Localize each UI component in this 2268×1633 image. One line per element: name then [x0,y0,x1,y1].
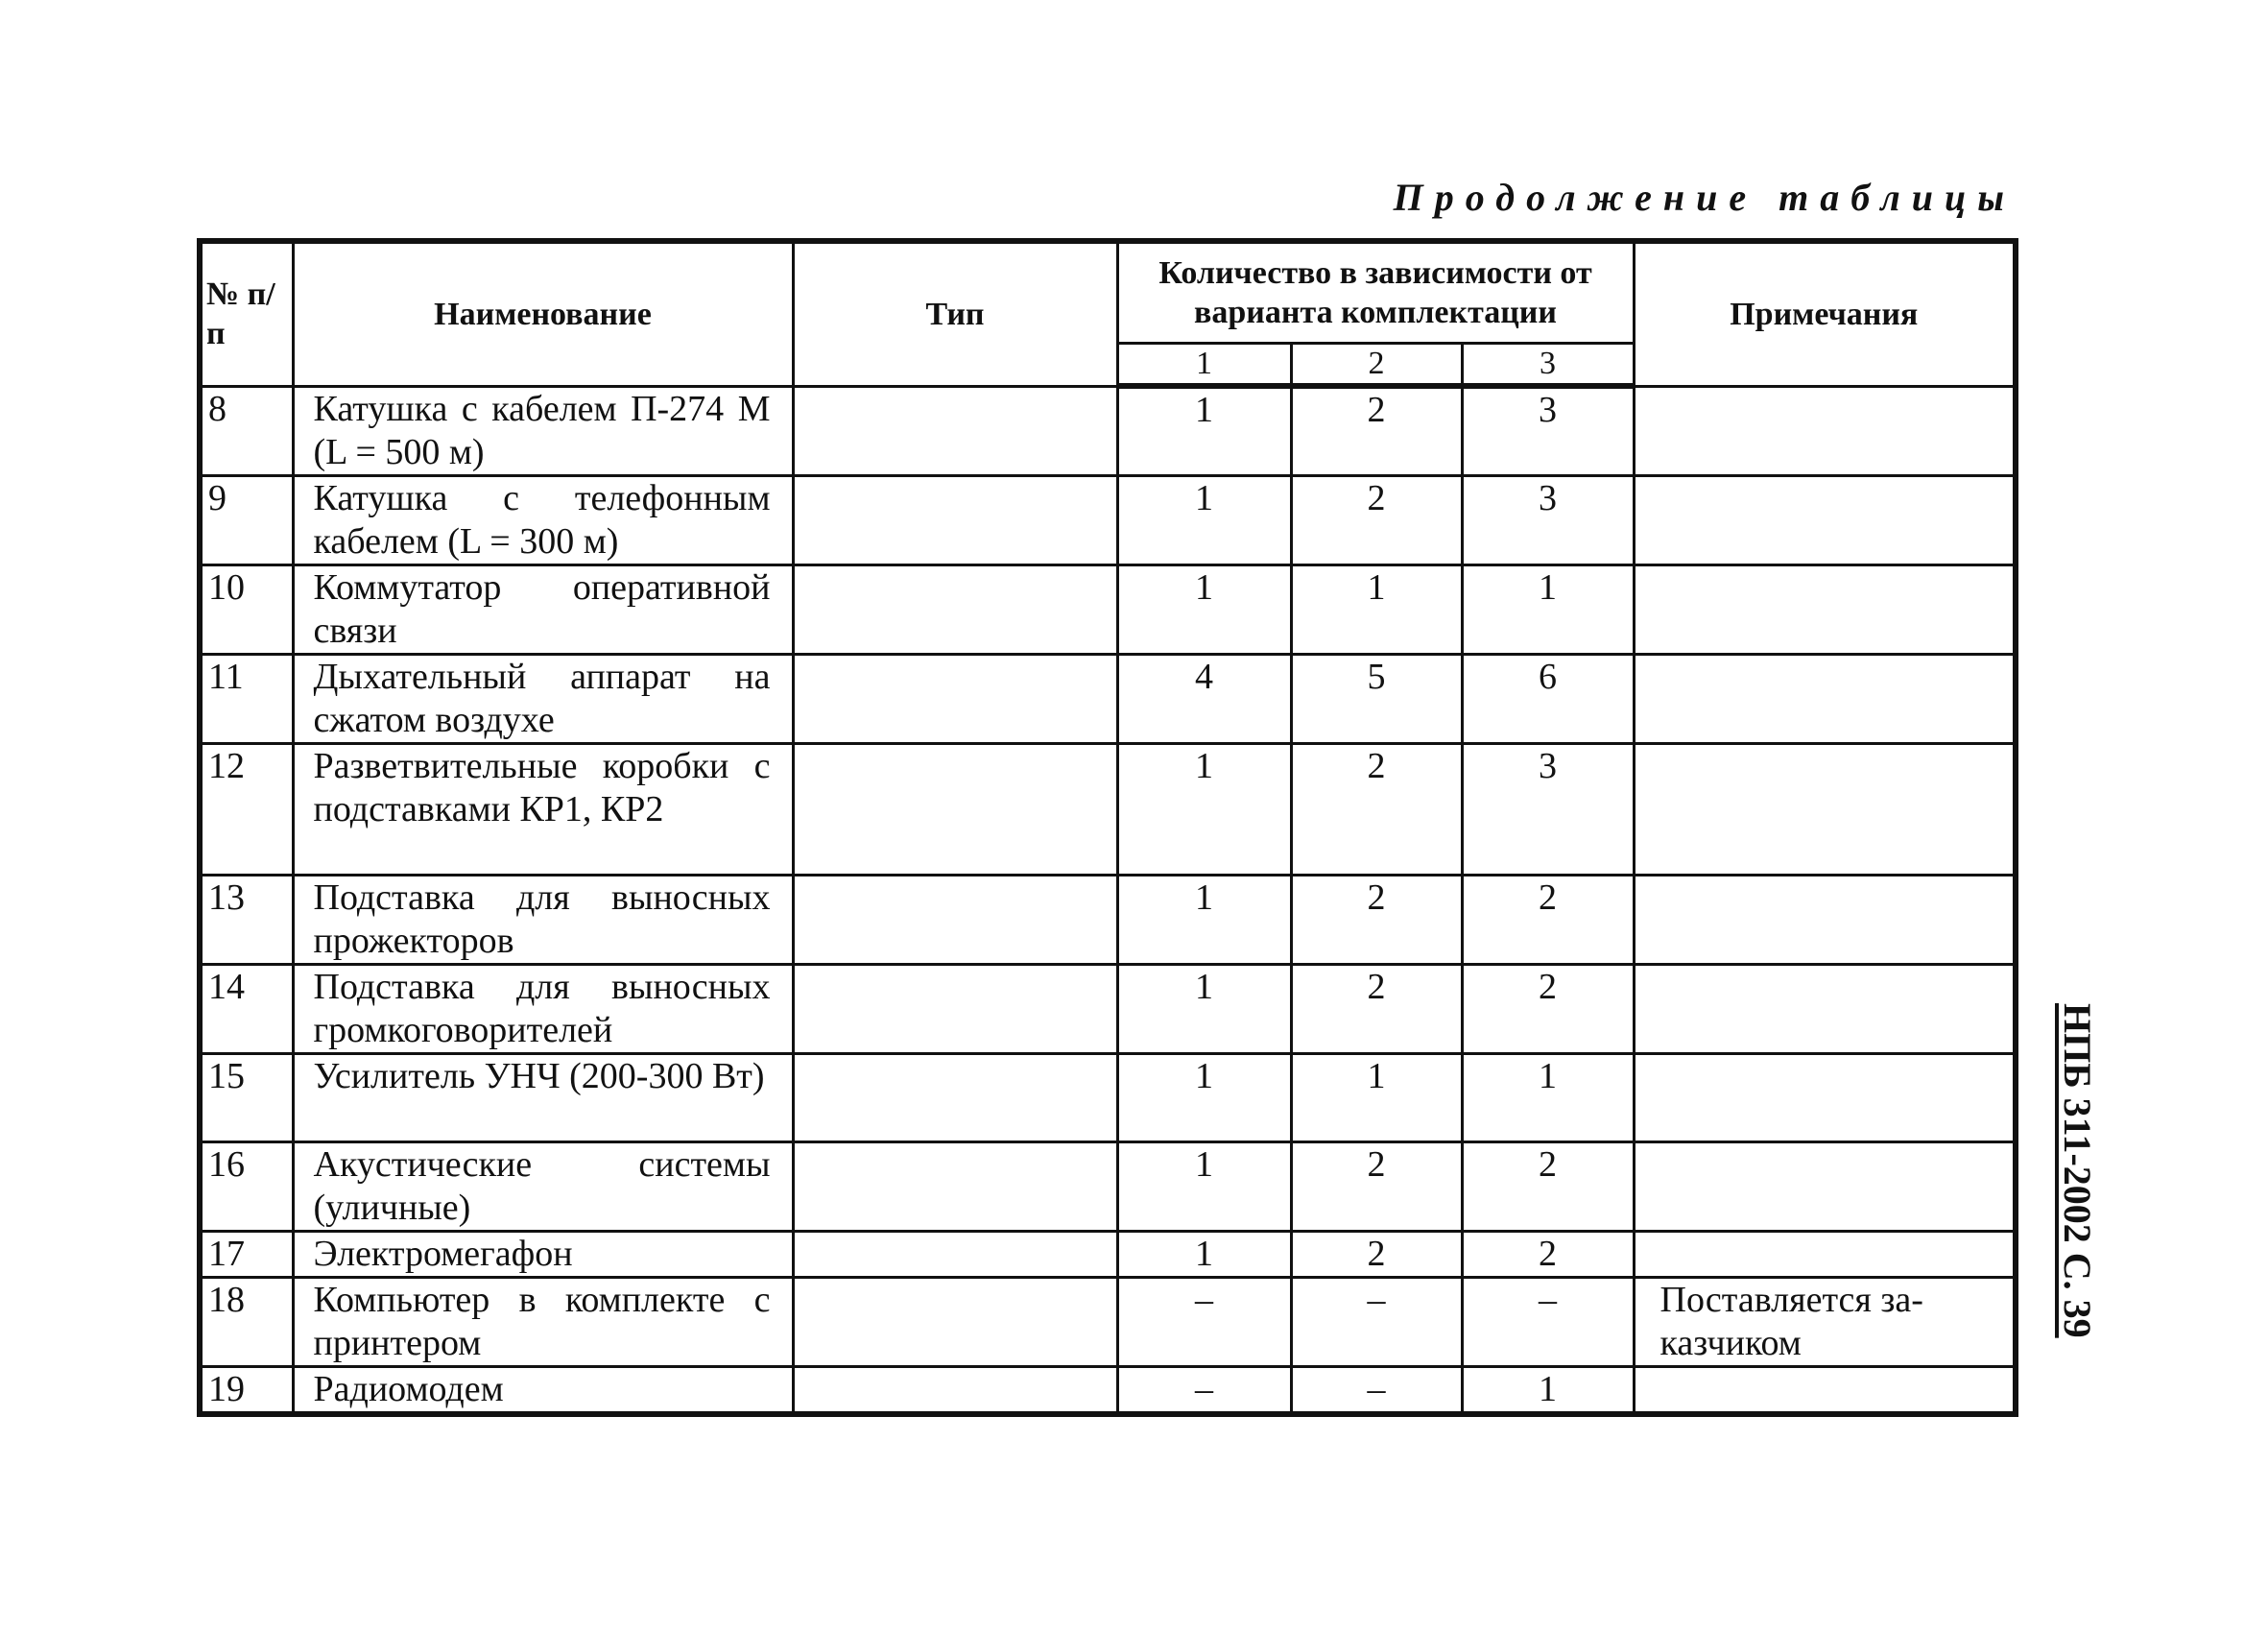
row-qty-variant-1: 4 [1117,654,1291,743]
row-qty-variant-3: 3 [1462,475,1634,564]
table-row [200,743,2016,875]
row-qty-variant-3: – [1462,1277,1634,1366]
row-note [1634,743,2016,875]
row-qty-variant-1: – [1117,1277,1291,1366]
row-name: Коммутатор оперативной связи [293,564,793,654]
row-type [793,1053,1117,1141]
row-note [1634,1053,2016,1141]
row-number: 14 [200,964,293,1053]
table-continuation-caption: Продолжение таблицы [1393,176,2016,219]
table-row [200,564,2016,654]
row-note [1634,654,2016,743]
row-qty-variant-2: 2 [1291,475,1462,564]
row-qty-variant-1: – [1117,1366,1291,1414]
row-number: 18 [200,1277,293,1366]
document-page-label: НПБ 311-2002 С. 39 [2056,1003,2099,1338]
row-qty-variant-3: 1 [1462,564,1634,654]
row-qty-variant-3: 2 [1462,1231,1634,1277]
row-name: Катушка с телефонным кабелем (L = 300 м) [293,475,793,564]
row-qty-variant-3: 3 [1462,743,1634,875]
row-name: Катушка с кабелем П-274 М (L = 500 м) [293,386,793,475]
table-row [200,1277,2016,1366]
row-name: Электромегафон [293,1231,793,1277]
row-type [793,875,1117,964]
row-type [793,654,1117,743]
row-qty-variant-2: 2 [1291,964,1462,1053]
row-name: Подставка для выносных громкоговорителей [293,964,793,1053]
row-name: Подставка для выносных прожекторов [293,875,793,964]
row-qty-variant-2: 2 [1291,875,1462,964]
header-type: Тип [793,241,1117,386]
row-qty-variant-1: 1 [1117,1053,1291,1141]
row-qty-variant-2: – [1291,1277,1462,1366]
row-qty-variant-1: 1 [1117,564,1291,654]
table-row [200,1141,2016,1231]
row-type [793,386,1117,475]
row-name: Разветвительные коробки с подставками КР1, КР2 [293,743,793,875]
row-type [793,743,1117,875]
row-qty-variant-1: 1 [1117,743,1291,875]
table-row [200,386,2016,475]
row-type [793,964,1117,1053]
row-qty-variant-3: 1 [1462,1366,1634,1414]
row-type [793,1141,1117,1231]
row-note [1634,964,2016,1053]
row-number: 11 [200,654,293,743]
row-qty-variant-2: 2 [1291,386,1462,475]
equipment-table [197,238,2018,1417]
table-body [200,386,2016,1414]
row-note [1634,875,2016,964]
table-row [200,654,2016,743]
row-note [1634,1141,2016,1231]
row-qty-variant-1: 1 [1117,1141,1291,1231]
row-type [793,564,1117,654]
row-qty-variant-3: 2 [1462,1141,1634,1231]
row-qty-variant-1: 1 [1117,386,1291,475]
row-qty-variant-3: 6 [1462,654,1634,743]
row-type [793,1277,1117,1366]
row-number: 17 [200,1231,293,1277]
row-note [1634,386,2016,475]
row-number: 19 [200,1366,293,1414]
row-qty-variant-2: 5 [1291,654,1462,743]
row-number: 10 [200,564,293,654]
row-name: Усилитель УНЧ (200-300 Вт) [293,1053,793,1141]
row-number: 16 [200,1141,293,1231]
table-row [200,1366,2016,1414]
row-qty-variant-1: 1 [1117,475,1291,564]
header-number: № п/п [200,241,293,386]
table-row [200,1053,2016,1141]
row-note [1634,1231,2016,1277]
row-number: 8 [200,386,293,475]
row-qty-variant-2: – [1291,1366,1462,1414]
row-note: Поставляется заказчиком [1634,1277,2016,1366]
row-type [793,475,1117,564]
table-row [200,875,2016,964]
row-qty-variant-2: 2 [1291,1141,1462,1231]
row-qty-variant-2: 1 [1291,1053,1462,1141]
row-qty-variant-1: 1 [1117,875,1291,964]
header-notes: Примечания [1634,241,2016,386]
row-number: 13 [200,875,293,964]
row-qty-variant-3: 3 [1462,386,1634,475]
row-name: Акустические системы (уличные) [293,1141,793,1231]
row-name: Компьютер в комплекте с принтером [293,1277,793,1366]
row-qty-variant-3: 1 [1462,1053,1634,1141]
row-qty-variant-3: 2 [1462,875,1634,964]
header-name: Наименование [293,241,793,386]
row-note [1634,564,2016,654]
row-qty-variant-2: 2 [1291,743,1462,875]
row-number: 9 [200,475,293,564]
row-qty-variant-3: 2 [1462,964,1634,1053]
row-qty-variant-2: 1 [1291,564,1462,654]
header-quantity: Количество в зависимости от варианта комплектации [1117,241,1634,344]
row-name: Дыхательный аппарат на сжатом воздухе [293,654,793,743]
header-variant-2: 2 [1291,344,1462,387]
row-type [793,1231,1117,1277]
row-name: Радиомодем [293,1366,793,1414]
row-number: 12 [200,743,293,875]
header-variant-1: 1 [1117,344,1291,387]
row-note [1634,1366,2016,1414]
table-row [200,964,2016,1053]
row-qty-variant-1: 1 [1117,964,1291,1053]
row-qty-variant-1: 1 [1117,1231,1291,1277]
row-type [793,1366,1117,1414]
table-row [200,1231,2016,1277]
header-variant-3: 3 [1462,344,1634,387]
row-qty-variant-2: 2 [1291,1231,1462,1277]
table-row [200,475,2016,564]
row-note [1634,475,2016,564]
row-number: 15 [200,1053,293,1141]
